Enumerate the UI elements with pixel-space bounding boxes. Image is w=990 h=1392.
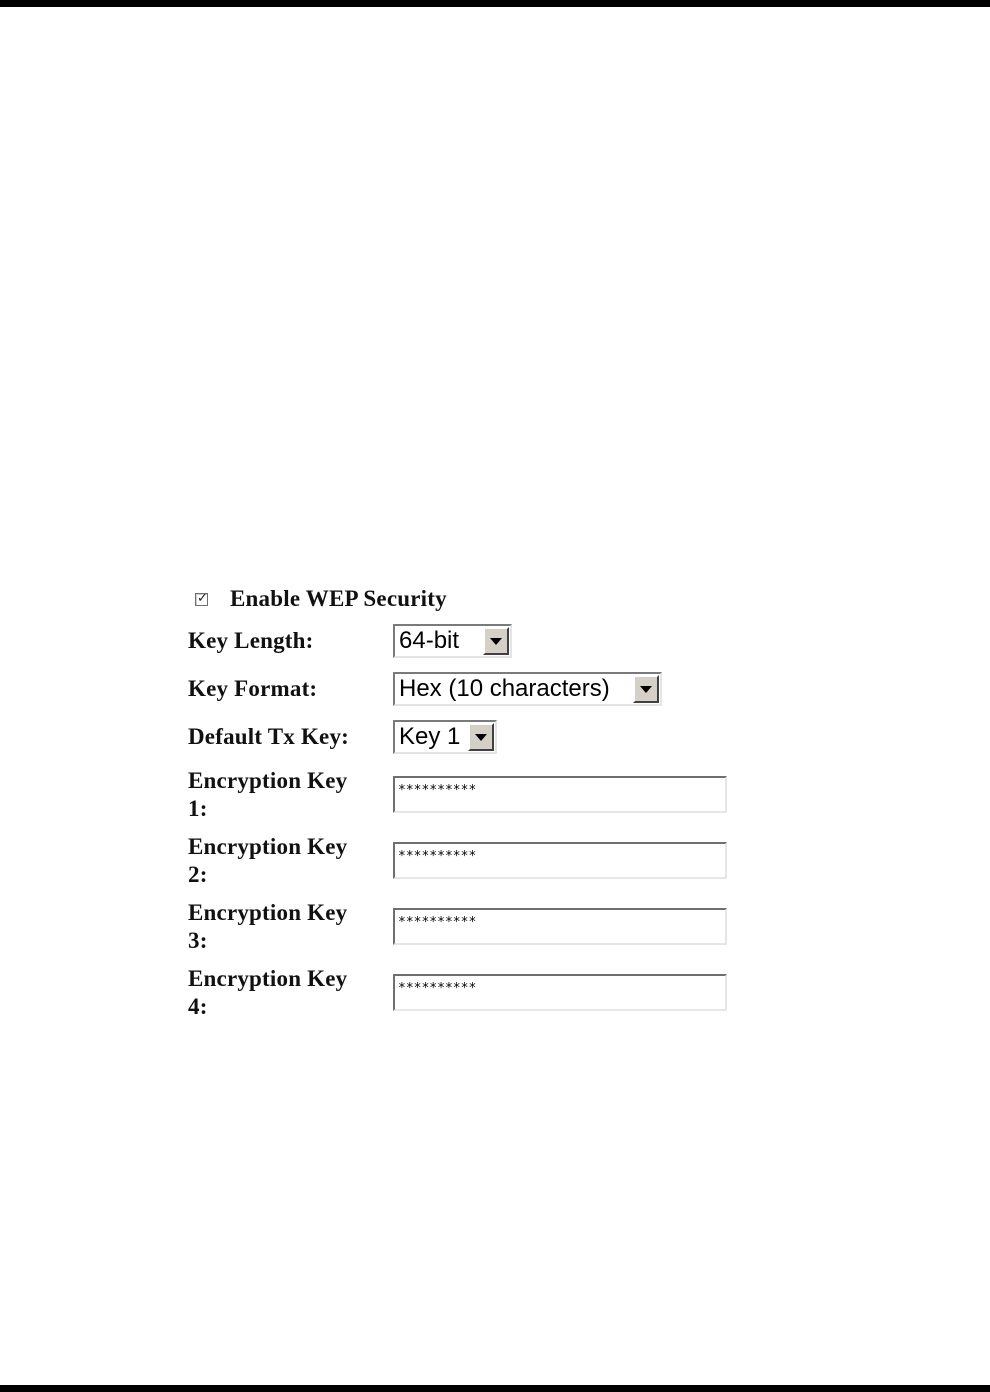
encryption-key-3-label bbox=[188, 899, 347, 955]
encryption-key-4-label-line2: 4: bbox=[188, 994, 208, 1019]
encryption-key-2-label-line2: 2: bbox=[188, 862, 208, 887]
bottom-border-rule bbox=[0, 1385, 990, 1392]
chevron-down-icon bbox=[490, 638, 502, 645]
encryption-key-4-input[interactable]: ********** bbox=[393, 974, 727, 1011]
key-length-select[interactable] bbox=[393, 624, 512, 658]
key-format-label: Key Format: bbox=[188, 676, 318, 701]
enable-wep-checkbox[interactable] bbox=[195, 590, 208, 606]
top-border-rule bbox=[0, 0, 990, 7]
key-format-dropdown-button[interactable] bbox=[633, 675, 659, 703]
checkbox-checked-icon: ✓ bbox=[197, 590, 208, 606]
encryption-key-1-label-line1: Encryption Key bbox=[188, 768, 348, 793]
key-length-label: Key Length: bbox=[188, 628, 314, 653]
chevron-down-icon bbox=[640, 686, 652, 693]
key-format-select[interactable] bbox=[393, 672, 662, 706]
encryption-key-1-label-line2: 1: bbox=[188, 796, 208, 821]
chevron-down-icon bbox=[475, 734, 487, 741]
encryption-key-2-input[interactable]: ********** bbox=[393, 842, 727, 879]
key-format-value: Hex (10 characters) bbox=[399, 675, 610, 702]
encryption-key-4-label-line1: Encryption Key bbox=[188, 966, 348, 991]
encryption-key-3-label-line2: 3: bbox=[188, 928, 208, 953]
default-tx-key-value: Key 1 bbox=[399, 723, 461, 750]
encryption-key-4-label bbox=[188, 965, 347, 1021]
key-length-value: 64-bit bbox=[399, 627, 460, 654]
encryption-key-1-input[interactable]: ********** bbox=[393, 776, 727, 813]
encryption-key-2-label-line1: Encryption Key bbox=[188, 834, 348, 859]
default-tx-key-dropdown-button[interactable] bbox=[468, 723, 494, 751]
encryption-key-3-input[interactable]: ********** bbox=[393, 908, 727, 945]
enable-wep-label: Enable WEP Security bbox=[230, 586, 447, 611]
default-tx-key-select[interactable] bbox=[393, 720, 497, 754]
enable-wep-row bbox=[195, 584, 447, 614]
encryption-key-2-label bbox=[188, 833, 347, 889]
default-tx-key-label: Default Tx Key: bbox=[188, 724, 350, 749]
encryption-key-3-label-line1: Encryption Key bbox=[188, 900, 348, 925]
encryption-key-1-label bbox=[188, 767, 347, 823]
key-length-dropdown-button[interactable] bbox=[483, 627, 509, 655]
